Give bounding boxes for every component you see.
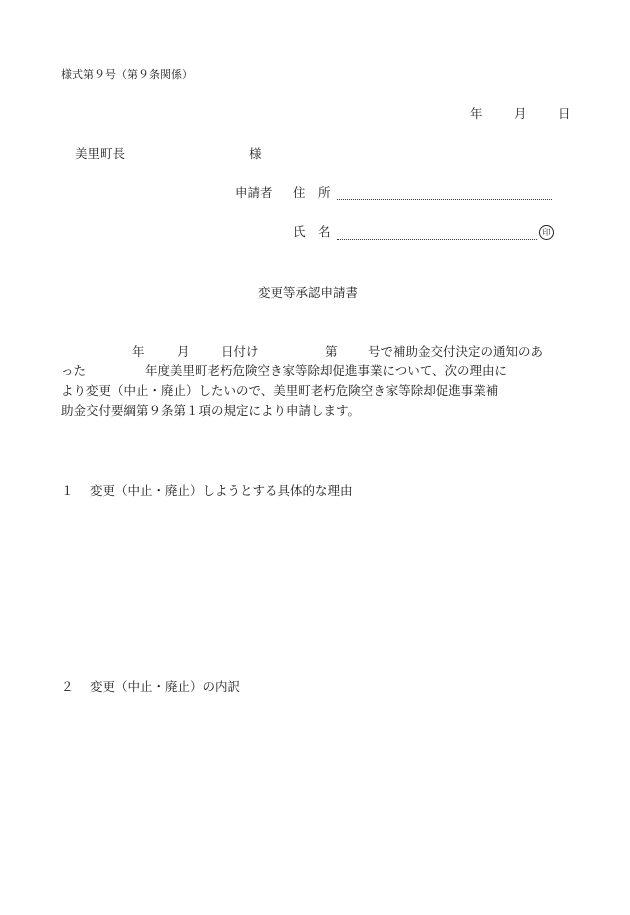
seal-mark-icon: 印 [539, 225, 554, 240]
body-line-4: 助金交付要綱第９条第１項の規定により申請します。 [61, 403, 361, 418]
addressee-honorific: 様 [249, 146, 262, 161]
date-day: 日 [558, 106, 571, 121]
address-label: 住 所 [293, 185, 331, 200]
section-1-label: 変更（中止・廃止）しようとする具体的な理由 [90, 483, 353, 498]
body-date-suffix: 日付け [221, 344, 259, 359]
body-month: 月 [177, 344, 190, 359]
name-line [337, 239, 537, 240]
date-month: 月 [514, 106, 527, 121]
body-year: 年 [132, 344, 145, 359]
section-1-number: １ [61, 483, 74, 498]
body-number-prefix: 第 [325, 344, 338, 359]
name-label: 氏 名 [293, 224, 331, 239]
section-2-label: 変更（中止・廃止）の内訳 [90, 679, 241, 694]
body-line-1-rest: 号で補助金交付決定の通知のあ [368, 344, 544, 359]
form-number: 様式第９号（第９条関係） [61, 68, 193, 81]
date-year: 年 [470, 106, 483, 121]
body-line-2-rest: 年度美里町老朽危険空き家等除却促進事業について、次の理由に [145, 363, 508, 378]
document-title: 変更等承認申請書 [258, 285, 359, 300]
body-line-3: より変更（中止・廃止）したいので、美里町老朽危険空き家等除却促進事業補 [61, 383, 499, 398]
address-line [337, 199, 552, 200]
body-line-2-start: った [61, 363, 87, 378]
applicant-label: 申請者 [235, 185, 273, 200]
addressee-name: 美里町長 [75, 146, 126, 161]
section-2-number: ２ [61, 679, 74, 694]
